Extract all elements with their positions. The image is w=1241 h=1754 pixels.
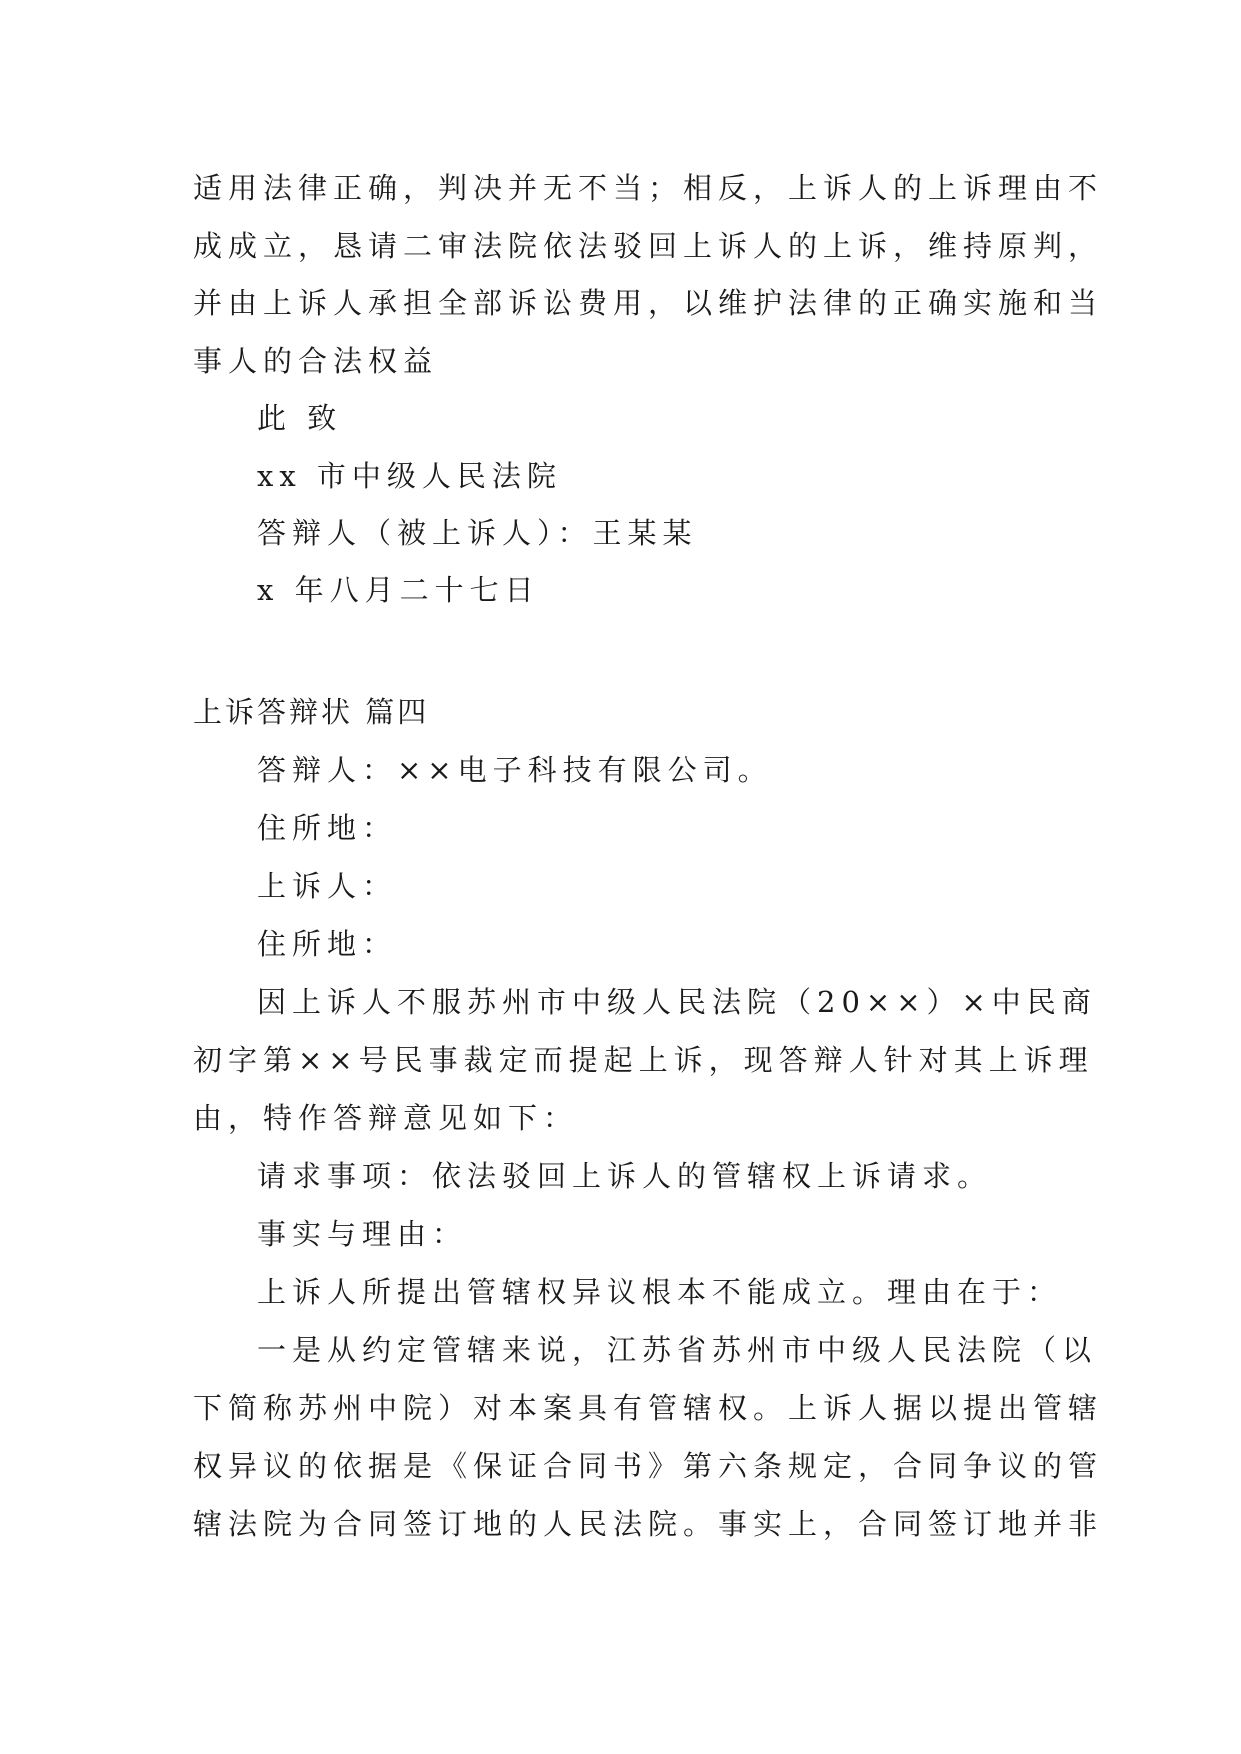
request-line: 请求事项：依法驳回上诉人的管辖权上诉请求。	[257, 1159, 993, 1193]
respondent-line: 答辩人：××电子科技有限公司。	[257, 753, 773, 787]
respondent-signature: 答辩人（被上诉人）：王某某	[257, 516, 698, 550]
body-line: 事人的合法权益	[193, 344, 439, 378]
body-line: 辖法院为合同签订地的人民法院。事实上，合同签订地并非	[193, 1507, 1104, 1541]
body-line: 因上诉人不服苏州市中级人民法院（20××）×中民商	[257, 985, 1097, 1019]
court-addressee: xx 市中级人民法院	[257, 459, 562, 493]
address-line: 住所地：	[257, 927, 398, 961]
body-line: 上诉人所提出管辖权异议根本不能成立。理由在于：	[257, 1275, 1063, 1309]
body-line: 初字第××号民事裁定而提起上诉，现答辩人针对其上诉理	[193, 1043, 1094, 1077]
appellant-line: 上诉人：	[257, 869, 398, 903]
salutation: 此 致	[257, 401, 343, 435]
body-line: 适用法律正确，判决并无不当；相反，上诉人的上诉理由不	[193, 171, 1104, 205]
body-line: 成成立，恳请二审法院依法驳回上诉人的上诉，维持原判，	[193, 229, 1104, 263]
document-date: x 年八月二十七日	[257, 573, 540, 607]
address-line: 住所地：	[257, 811, 398, 845]
body-line: 下简称苏州中院）对本案具有管辖权。上诉人据以提出管辖	[193, 1391, 1104, 1425]
body-line: 并由上诉人承担全部诉讼费用，以维护法律的正确实施和当	[193, 286, 1104, 320]
body-line: 权异议的依据是《保证合同书》第六条规定，合同争议的管	[193, 1449, 1104, 1483]
body-line: 由，特作答辩意见如下：	[193, 1101, 579, 1135]
body-line: 一是从约定管辖来说，江苏省苏州市中级人民法院（以	[257, 1333, 1098, 1367]
section-heading: 上诉答辩状 篇四	[193, 695, 430, 729]
facts-heading: 事实与理由：	[257, 1217, 468, 1251]
